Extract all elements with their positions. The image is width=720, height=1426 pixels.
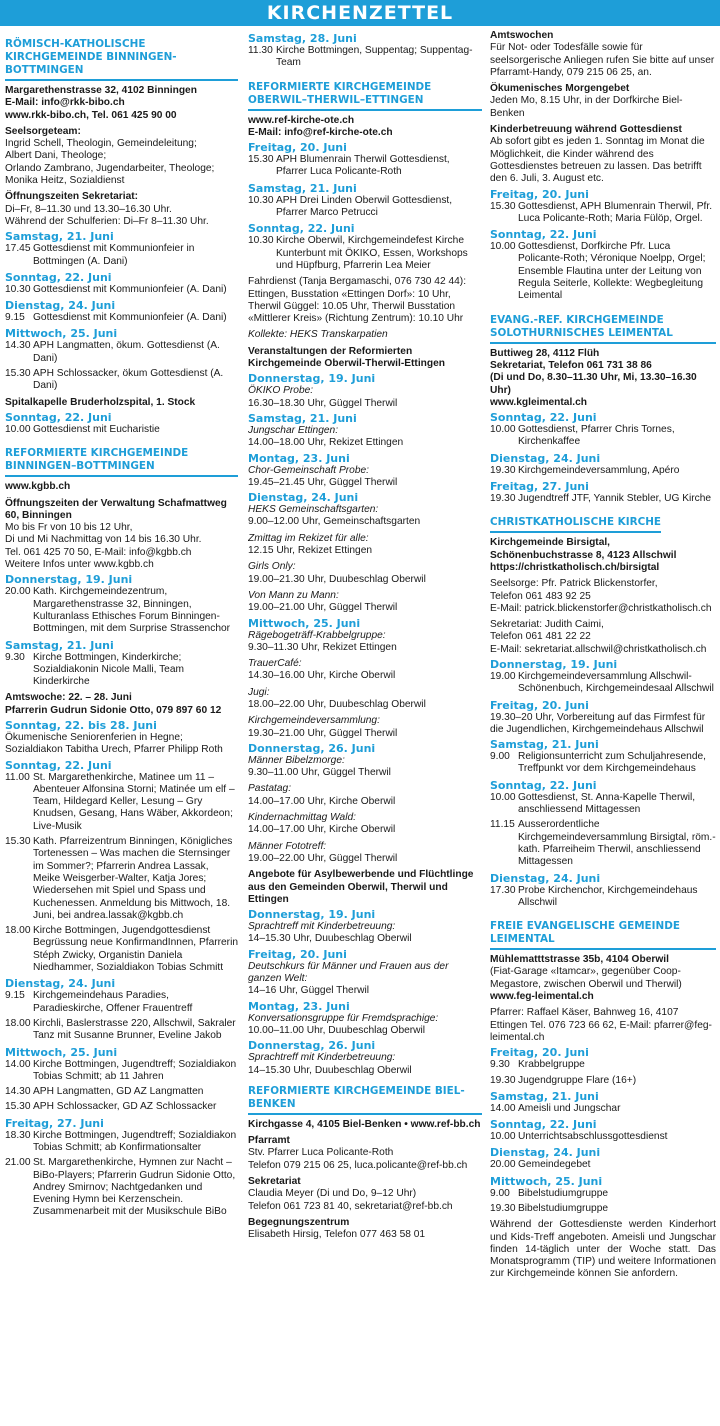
event-entry	[5, 312, 238, 324]
info-text: Männer Fototreff:	[248, 840, 327, 852]
event-time: 19.00	[490, 670, 516, 682]
date-heading: Samstag, 21. Juni	[5, 230, 114, 244]
event-text: Ausserordentliche Kirchgemeindeversammlung Birsigtal, röm.-kath. Pfarreiheim Therwil, anschliessend Mittagessen	[518, 819, 716, 868]
date-heading: Donnerstag, 26. Juni	[248, 1039, 376, 1053]
date-heading: Donnerstag, 19. Juni	[5, 573, 133, 587]
info-text: Sekretariat: Judith Caimi,	[490, 619, 604, 631]
info-text: 14–16 Uhr, Güggel Therwil	[248, 985, 370, 997]
info-text: 19.00–22.00 Uhr, Güggel Therwil	[248, 852, 398, 864]
event-text: Kirche Bottmingen, Kinderkirche; Sozialdiakonin Nicole Malli, Team Kinderkirche	[33, 651, 184, 688]
info-heading: Mühlematttstrasse 35b, 4104 Oberwil	[490, 954, 669, 966]
info-text: ÖKIKO Probe:	[248, 385, 314, 397]
info-text: 9.00–12.00 Uhr, Gemeinschaftsgarten	[248, 516, 421, 528]
event-text: Krabbelgruppe	[518, 1059, 585, 1071]
event-text: Kirche Bottmingen, Jugendtreff; Sozialdiakon Tobias Schmitt; ab 11 Jahren	[33, 1058, 237, 1082]
info-text: 14–15.30 Uhr, Duubeschlag Oberwil	[248, 933, 412, 945]
event-entry	[248, 195, 482, 220]
info-text: Kirchgemeindeversammlung:	[248, 715, 380, 727]
info-text: Sprachtreff mit Kinderbetreuung:	[248, 921, 396, 933]
event-text: Gottesdienst mit Kommunionfeier in Bottmingen (A. Dani)	[33, 243, 195, 267]
info-text: HEKS Gemeinschaftsgarten:	[248, 504, 379, 516]
info-text: Tel. 061 425 70 50, E-Mail: info@kgbb.ch	[5, 546, 192, 558]
info-text: Claudia Meyer (Di und Do, 9–12 Uhr)	[248, 1188, 417, 1200]
event-text: Kirche Oberwil, Kirchgemeindefest Kirche Kunterbunt mit ÖKIKO, Essen, Workshops und Hüpfburg, Pfarrerin Lea Meier	[276, 235, 468, 271]
info-text: Sozialdiakon Tabitha Urech, Pfarrer Philipp Roth	[5, 744, 223, 756]
event-text: APH Drei Linden Oberwil Gottesdienst, Pfarrer Marco Petrucci	[276, 194, 453, 219]
event-time: 18.00	[5, 1017, 31, 1029]
info-text: Telefon 061 723 81 40, sekretariat@ref-bb.ch	[248, 1200, 453, 1212]
section-heading	[5, 30, 238, 85]
date-heading: Montag, 23. Juni	[248, 999, 350, 1013]
event-time: 10.00	[5, 423, 31, 435]
organization-title: EVANG.-REF. KIRCHGEMEINDE SOLOTHURNISCHES LEIMENTAL	[490, 314, 716, 344]
info-text: 18.00–22.00 Uhr, Duubeschlag Oberwil	[248, 698, 426, 710]
event-text: APH Schlossacker, ökum Gottesdienst (A. Dani)	[33, 368, 224, 392]
info-text: Telefon 061 481 22 22	[490, 631, 591, 643]
page-banner: KIRCHENZETTEL	[0, 0, 720, 26]
section-heading	[5, 439, 238, 481]
info-text: 19.30–21.00 Uhr, Güggel Therwil	[248, 727, 398, 739]
info-text: 14.00–17.00 Uhr, Kirche Oberwil	[248, 795, 396, 807]
event-time: 15.30	[5, 368, 31, 380]
info-text: Während der Gottesdienste werden Kinderhort und Kids-Treff angeboten. Ameisli und Jungschar finden 14-täglich unter der Woche statt. Das Monatsprogramm (TIP) und weitere Informationen zur Kirchgemeinde können Sie anfordern.	[490, 1219, 716, 1280]
event-entry	[490, 424, 716, 449]
info-text: Stv. Pfarrer Luca Policante-Roth	[248, 1147, 394, 1159]
event-time: 20.00	[5, 586, 31, 598]
info-heading: Spitalkapelle Bruderholzspital, 1. Stock	[5, 396, 196, 408]
event-time: 10.30	[248, 235, 274, 247]
event-entry	[490, 671, 716, 696]
event-text: APH Langmatten, GD AZ Langmatten	[33, 1086, 204, 1098]
date-heading: Sonntag, 22. Juni	[5, 758, 112, 772]
event-entry	[490, 241, 716, 302]
date-heading: Freitag, 27. Juni	[5, 1116, 104, 1130]
date-heading: Freitag, 20. Juni	[248, 141, 347, 155]
event-text: Kirchli, Baslerstrasse 220, Allschwil, Sakraler Tanz mit Susanne Brunner, Eveline Jakob	[33, 1017, 236, 1042]
info-heading: Begegnungszentrum	[248, 1216, 350, 1228]
info-text: Seelsorge: Pfr. Patrick Blickenstorfer,	[490, 578, 658, 590]
event-time: 10.00	[490, 241, 516, 253]
event-time: 17.45	[5, 243, 31, 255]
section-heading	[248, 1077, 482, 1119]
date-heading: Dienstag, 24. Juni	[490, 451, 601, 465]
event-time: 10.00	[490, 424, 516, 436]
date-heading: Sonntag, 22. Juni	[248, 222, 355, 236]
event-text: Bibelstudiumgruppe	[518, 1187, 609, 1199]
event-text: Religionsunterricht zum Schuljahresende, Treffpunkt vor dem Kirchgemeindehaus	[518, 751, 707, 775]
event-time: 14.30	[5, 1086, 31, 1098]
event-entry	[490, 1075, 716, 1087]
event-time: 14.00	[490, 1102, 516, 1114]
organization-title: REFORMIERTE KIRCHGEMEINDE BINNINGEN–BOTTMINGEN	[5, 447, 238, 477]
event-time: 21.00	[5, 1157, 31, 1169]
event-entry	[490, 1059, 716, 1071]
date-heading: Sonntag, 22. Juni	[5, 270, 112, 284]
event-entry	[5, 368, 238, 393]
event-text: Probe Kirchenchor, Kirchgemeindehaus Allschwil	[518, 884, 698, 908]
date-heading: Freitag, 20. Juni	[490, 187, 589, 201]
event-entry	[490, 751, 716, 776]
event-entry	[490, 792, 716, 817]
info-heading: www.rkk-bibo.ch, Tel. 061 425 90 00	[5, 109, 177, 121]
date-heading: Freitag, 20. Juni	[248, 947, 347, 961]
info-text: Telefon 061 483 92 25	[490, 590, 591, 602]
event-time: 11.30	[248, 45, 273, 56]
columns	[0, 30, 720, 1422]
column-3	[490, 30, 716, 1281]
info-text: 19.00–21.00 Uhr, Güggel Therwil	[248, 602, 398, 614]
info-heading: www.feg-leimental.ch	[490, 991, 594, 1003]
date-heading: Mittwoch, 25. Juni	[248, 616, 361, 630]
date-heading: Sonntag, 22. Juni	[490, 778, 597, 792]
event-time: 9.00	[490, 751, 510, 763]
info-text: Jungschar Ettingen:	[248, 424, 339, 436]
info-heading: Pfarramt	[248, 1135, 290, 1147]
date-heading: Sonntag, 22. Juni	[490, 228, 597, 242]
date-heading: Freitag, 27. Juni	[490, 480, 589, 494]
event-text: Gottesdienst, St. Anna-Kapelle Therwil, anschliessend Mittagessen	[518, 791, 696, 816]
info-text: 19.00–21.30 Uhr, Duubeschlag Oberwil	[248, 573, 426, 585]
event-text: Gottesdienst mit Eucharistie	[33, 423, 160, 435]
info-heading: Sekretariat	[248, 1176, 301, 1187]
section-heading	[490, 912, 716, 954]
info-text: 14.30–16.00 Uhr, Kirche Oberwil	[248, 670, 396, 682]
info-text: 10.00–11.00 Uhr, Duubeschlag Oberwil	[248, 1024, 426, 1036]
event-time: 10.30	[248, 194, 274, 206]
event-time: 9.30	[490, 1059, 510, 1071]
event-entry	[248, 154, 482, 179]
event-text: St. Margarethenkirche, Matinee um 11 – Abenteuer Alfonsina Storni; Matinée um elf – Team, Hildegard Keller, Lesung – Gry Knudsen, Gesang, Hans Wäber, Akkordeon; Live-Musik	[33, 771, 235, 832]
event-time: 9.00	[490, 1187, 510, 1199]
event-text: Kirchgemeindeversammlung Allschwil-Schönenbuch, Kirchgemeindesaal Allschwil	[518, 670, 714, 695]
event-text: Kath. Kirchgemeindezentrum, Margarethenstrasse 32, Binningen, Kulturanlass Ethisches Forum Binningen-Bottmingen, mit dem Surprise Strassenchor	[33, 586, 231, 635]
info-text: Kollekte: HEKS Transkarpatien	[248, 329, 388, 341]
event-text: APH Schlossacker, GD AZ Schlossacker	[33, 1101, 217, 1113]
event-text: Kirchgemeindehaus Paradies, Paradieskirche, Offener Frauentreff	[33, 990, 193, 1014]
event-entry	[5, 652, 238, 689]
info-text: 14.00–17.00 Uhr, Kirche Oberwil	[248, 824, 396, 836]
date-heading: Samstag, 21. Juni	[490, 738, 599, 752]
event-time: 19.30	[490, 464, 516, 476]
info-text: Di–Fr, 8–11.30 und 13.30–16.30 Uhr.	[5, 203, 172, 215]
info-heading: Pfarrerin Gudrun Sidonie Otto, 079 897 60 12	[5, 704, 222, 716]
info-heading: Amtswoche: 22. – 28. Juni	[5, 692, 132, 704]
date-heading: Samstag, 28. Juni	[248, 32, 357, 45]
info-text: Mo bis Fr von 10 bis 12 Uhr,	[5, 522, 133, 534]
date-heading: Donnerstag, 19. Juni	[490, 657, 618, 671]
event-entry	[5, 925, 238, 974]
event-entry	[5, 586, 238, 635]
event-text: Kirche Bottmingen, Suppentag; Suppentag-Team	[276, 45, 473, 69]
info-text: Elisabeth Hirsig, Telefon 077 463 58 01	[248, 1229, 426, 1241]
event-text: Gottesdienst, Pfarrer Chris Tornes, Kirchenkaffee	[518, 424, 675, 448]
event-time: 18.30	[5, 1129, 31, 1141]
event-text: APH Langmatten, ökum. Gottesdienst (A. Dani)	[33, 340, 220, 364]
event-entry	[490, 819, 716, 868]
info-text: TrauerCafé:	[248, 658, 302, 670]
event-entry	[5, 1086, 238, 1098]
section-heading	[490, 306, 716, 348]
date-heading: Dienstag, 24. Juni	[490, 1146, 601, 1160]
date-heading: Donnerstag, 26. Juni	[248, 741, 376, 755]
event-text: Gottesdienst, APH Blumenrain Therwil, Pfr. Luca Policante-Roth; Maria Fülöp, Orgel.	[518, 200, 713, 224]
info-text: 12.15 Uhr, Rekizet Ettingen	[248, 545, 373, 557]
info-heading: Sekretariat, Telefon 061 731 38 86	[490, 359, 652, 371]
info-text: 14.00–18.00 Uhr, Rekizet Ettingen	[248, 437, 404, 449]
info-text: Girls Only:	[248, 561, 296, 573]
info-text: E-Mail: patrick.blickenstorfer@christkatholisch.ch	[490, 602, 712, 614]
organization-title: FREIE EVANGELISCHE GEMEINDE LEIMENTAL	[490, 920, 716, 950]
event-time: 19.30	[490, 1203, 516, 1214]
info-heading: Kinderbetreuung während Gottesdienst	[490, 124, 682, 136]
organization-title: CHRISTKATHOLISCHE KIRCHE	[490, 516, 661, 533]
date-heading: Mittwoch, 25. Juni	[490, 1174, 603, 1188]
event-entry	[5, 1157, 238, 1218]
info-text: Zmittag im Rekizet für alle:	[248, 532, 369, 544]
info-text: Jugi:	[248, 686, 270, 698]
date-heading: Dienstag, 24. Juni	[5, 299, 116, 313]
event-entry	[5, 284, 238, 296]
event-entry	[5, 836, 238, 922]
info-text: Fahrdienst (Tanja Bergamaschi, 076 730 42 44): Ettingen, Busstation «Ettingen Dorf»: 10 Uhr, Therwil Güggel: 10.05 Uhr, Therwil Busstation «Mittlerer Kreis» (Richtung Zentrum): 10.10 Uhr	[248, 276, 467, 325]
info-heading: Öffnungszeiten Sekretariat:	[5, 191, 139, 203]
info-text: Albert Dani, Theologe;	[5, 150, 107, 162]
info-text: Rägebogeträff-Krabbelgruppe:	[248, 629, 386, 641]
event-text: Gottesdienst mit Kommunionfeier (A. Dani)	[33, 312, 227, 324]
info-heading: www.kgleimental.ch	[490, 396, 587, 408]
date-heading: Dienstag, 24. Juni	[490, 871, 601, 885]
section-heading	[248, 73, 482, 115]
info-text: Kindernachmittag Wald:	[248, 812, 356, 824]
date-heading: Samstag, 21. Juni	[248, 181, 357, 195]
event-entry	[490, 493, 716, 505]
event-text: Gottesdienst mit Kommunionfeier (A. Dani)	[33, 283, 227, 295]
info-heading: Margarethenstrasse 32, 4102 Binningen	[5, 85, 197, 96]
event-entry	[5, 1059, 238, 1084]
event-time: 19.30	[490, 1074, 516, 1086]
event-entry	[490, 885, 716, 910]
date-heading: Freitag, 20. Juni	[490, 1046, 589, 1060]
event-time: 14.00	[5, 1058, 31, 1070]
date-heading: Sonntag, 22. Juni	[5, 410, 112, 424]
info-text: Ab sofort gibt es jeden 1. Sonntag im Monat die Möglichkeit, die Kinder während des Gottesdienstes betreuen zu lassen. Das betrifft den 6. Juli, 3. August etc.	[490, 136, 705, 185]
column-2	[248, 30, 482, 1241]
date-heading: Mittwoch, 25. Juni	[5, 327, 118, 341]
info-text: 9.30–11.30 Uhr, Rekizet Ettingen	[248, 641, 397, 653]
event-text: Kath. Pfarreizentrum Binningen, Königliches Tortenessen – Was machen die Sternsinger im Sommer?; Pfarrerin Andrea Lassak, Meike Weisgerber-Walter, Katja Jores; Wiedersehen mit Spiel und Spass und Kuchenessen. Anmeldung bis Mittwoch, 18. Juni, bei andrea.lassak@kgbb.ch	[33, 836, 233, 921]
info-text: Ökumenische Seniorenferien in Hegne;	[5, 731, 183, 743]
event-entry	[490, 1188, 716, 1200]
event-time: 9.15	[5, 312, 25, 324]
event-entry	[5, 1018, 238, 1043]
event-time: 14.30	[5, 340, 31, 352]
info-text: Männer Bibelzmorge:	[248, 754, 345, 766]
info-text: Di und Mi Nachmittag von 14 bis 16.30 Uhr.	[5, 534, 202, 546]
info-text: Für Not- oder Todesfälle sowie für seelsorgerische Anliegen rufen Sie bitte auf unser Pfarramt-Handy, 079 215 06 25, an.	[490, 42, 715, 78]
info-text: Chor-Gemeinschaft Probe:	[248, 464, 369, 476]
info-heading: Schönenbuchstrasse 8, 4123 Allschwil	[490, 549, 677, 561]
info-heading: Kirchgasse 4, 4105 Biel-Benken • www.ref-bb.ch	[248, 1118, 481, 1130]
info-text: (Fiat-Garage «Itamcar», gegenüber Coop-Megastore, zwischen Oberwil und Therwil)	[490, 966, 682, 990]
organization-title: REFORMIERTE KIRCHGEMEINDE OBERWIL–THERWIL–ETTINGEN	[248, 81, 482, 111]
info-text: E-Mail: sekretariat.allschwil@christkatholisch.ch	[490, 643, 707, 655]
date-heading: Donnerstag, 19. Juni	[248, 908, 376, 922]
event-time: 9.15	[5, 990, 25, 1002]
event-time: 10.30	[5, 283, 31, 295]
info-text: Monika Heitz, Sozialdienst	[5, 175, 125, 187]
info-heading: Öffnungszeiten der Verwaltung Schafmattweg 60, Binningen	[5, 497, 227, 521]
event-text: Jugendtreff JTF, Yannik Stebler, UG Kirche	[518, 493, 712, 505]
event-text: St. Margarethenkirche, Hymnen zur Nacht – BiBo-Players; Pfarrerin Gudrun Sidonie Otto, Andrey Smirnov; Nachtgedanken und Evening Hymn bei Kerzenschein. Zusammenarbeit mit der Musikschule BiBo	[33, 1157, 236, 1218]
info-text: 19.45–21.45 Uhr, Güggel Therwil	[248, 476, 398, 488]
event-text: Gottesdienst, Dorfkirche Pfr. Luca Policante-Roth; Véronique Noelpp, Orgel; Ensemble Flautina unter der Leitung von Regula Seiterle, Kollekte: Wegbegleitung Leimental	[518, 241, 706, 302]
event-entry	[248, 45, 482, 70]
date-heading: Samstag, 21. Juni	[5, 638, 114, 652]
event-time: 15.30	[5, 1101, 31, 1113]
date-heading: Sonntag, 22. Juni	[490, 1118, 597, 1132]
info-text: 16.30–18.30 Uhr, Güggel Therwil	[248, 397, 398, 409]
event-entry	[490, 1203, 716, 1215]
info-heading: E-Mail: info@rkk-bibo.ch	[5, 97, 125, 109]
info-text: 9.30–11.00 Uhr, Güggel Therwil	[248, 767, 391, 779]
info-text: 19.30–20 Uhr, Vorbereitung auf das Firmfest für die Jugendlichen, Kirchgemeindehaus Allschwil	[490, 711, 706, 735]
event-time: 11.15	[490, 819, 515, 831]
info-heading: Seelsorgeteam:	[5, 125, 81, 137]
info-heading: (Di und Do, 8.30–11.30 Uhr, Mi, 13.30–16.30 Uhr)	[490, 372, 697, 396]
event-entry	[5, 990, 238, 1015]
info-heading: Veranstaltungen der Reformierten Kirchgemeinde Oberwil-Therwil-Ettingen	[248, 345, 445, 370]
event-time: 11.00	[5, 771, 30, 783]
event-time: 15.30	[248, 154, 274, 166]
event-entry	[5, 1130, 238, 1155]
event-text: Unterrichtsabschlussgottesdienst	[518, 1131, 668, 1143]
event-time: 20.00	[490, 1159, 516, 1171]
info-text: Sprachtreff mit Kinderbetreuung:	[248, 1052, 396, 1064]
event-entry	[490, 465, 716, 477]
column-1	[5, 30, 238, 1222]
info-text: Während der Schulferien: Di–Fr 8–11.30 Uhr.	[5, 215, 209, 227]
event-entry	[490, 1159, 716, 1171]
info-text: Pastatag:	[248, 783, 292, 795]
event-text: APH Blumenrain Therwil Gottesdienst, Pfarrer Luca Policante-Roth	[276, 154, 450, 178]
event-text: Kirchgemeindeversammlung, Apéro	[518, 464, 680, 476]
date-heading: Samstag, 21. Juni	[248, 411, 357, 425]
info-text: Orlando Zambrano, Jugendarbeiter, Theologe;	[5, 162, 215, 174]
date-heading: Sonntag, 22. bis 28. Juni	[5, 718, 157, 732]
event-time: 10.00	[490, 791, 516, 803]
event-entry	[5, 424, 238, 436]
event-entry	[490, 1103, 716, 1115]
info-text: Konversationsgruppe für Fremdsprachige:	[248, 1012, 439, 1024]
event-entry	[490, 201, 716, 226]
event-time: 9.30	[5, 651, 25, 663]
event-entry	[248, 235, 482, 272]
event-text: Jugendgruppe Flare (16+)	[518, 1074, 637, 1086]
section-heading	[490, 508, 716, 537]
info-heading: Angebote für Asylbewerbende und Flüchtlinge aus den Gemeinden Oberwil, Therwil und Ettingen	[248, 869, 474, 905]
info-heading: E-Mail: info@ref-kirche-ote.ch	[248, 126, 393, 138]
info-text: Von Mann zu Mann:	[248, 589, 339, 601]
info-text: Weitere Infos unter www.kgbb.ch	[5, 559, 154, 571]
info-heading: www.ref-kirche-ote.ch	[248, 114, 355, 126]
info-text: Telefon 079 215 06 25, luca.policante@ref-bb.ch	[248, 1159, 468, 1171]
event-text: Bibelstudiumgruppe	[518, 1203, 609, 1214]
info-text: Deutschkurs für Männer und Frauen aus der ganzen Welt:	[248, 960, 449, 985]
info-text: Jeden Mo, 8.15 Uhr, in der Dorfkirche Biel-Benken	[490, 95, 683, 119]
event-time: 19.30	[490, 493, 516, 505]
event-entry	[5, 772, 238, 833]
event-text: Kirche Bottmingen, Jugendtreff; Sozialdiakon Tobias Schmitt; ab Konfirmationsalter	[33, 1129, 237, 1153]
organization-title: REFORMIERTE KIRCHGEMEINDE BIEL-BENKEN	[248, 1085, 482, 1115]
info-text: 14–15.30 Uhr, Duubeschlag Oberwil	[248, 1064, 412, 1076]
date-heading: Mittwoch, 25. Juni	[5, 1045, 118, 1059]
info-heading: Buttiweg 28, 4112 Flüh	[490, 347, 600, 359]
date-heading: Sonntag, 22. Juni	[490, 411, 597, 425]
event-entry	[5, 243, 238, 268]
event-time: 18.00	[5, 925, 31, 937]
event-time: 15.30	[490, 200, 516, 212]
date-heading: Samstag, 21. Juni	[490, 1089, 599, 1103]
organization-title: RÖMISCH-KATHOLISCHE KIRCHGEMEINDE BINNINGEN-BOTTMINGEN	[5, 38, 238, 81]
event-entry	[5, 1101, 238, 1113]
info-heading: https://christkatholisch.ch/birsigtal	[490, 561, 660, 573]
event-entry	[5, 340, 238, 365]
event-text: Gemeindegebet	[518, 1159, 591, 1171]
date-heading: Dienstag, 24. Juni	[248, 491, 359, 505]
info-text: Ingrid Schell, Theologin, Gemeindeleitung;	[5, 138, 197, 150]
info-heading: www.kgbb.ch	[5, 481, 71, 493]
info-heading: Amtswochen	[490, 30, 554, 41]
event-time: 17.30	[490, 884, 516, 896]
date-heading: Donnerstag, 19. Juni	[248, 372, 376, 386]
info-text: Pfarrer: Raffael Käser, Bahnweg 16, 4107 Ettingen Tel. 076 723 66 62, E-Mail: pfarrer@feg-leimental.ch	[490, 1007, 712, 1043]
event-time: 15.30	[5, 836, 31, 848]
date-heading: Montag, 23. Juni	[248, 451, 350, 465]
info-heading: Kirchgemeinde Birsigtal,	[490, 537, 611, 549]
event-time: 10.00	[490, 1131, 516, 1143]
event-text: Kirche Bottmingen, Jugendgottesdienst Begrüssung neue KonfirmandInnen, Pfarrerin Stéph Zwicky, Organistin Daniela Niedhammer, Sozialdiakon Tobias Schmitt	[33, 925, 238, 974]
date-heading: Freitag, 20. Juni	[490, 698, 589, 712]
info-heading: Ökumenisches Morgengebet	[490, 83, 630, 95]
event-entry	[490, 1131, 716, 1143]
date-heading: Dienstag, 24. Juni	[5, 977, 116, 991]
event-text: Ameisli und Jungschar	[518, 1102, 621, 1114]
